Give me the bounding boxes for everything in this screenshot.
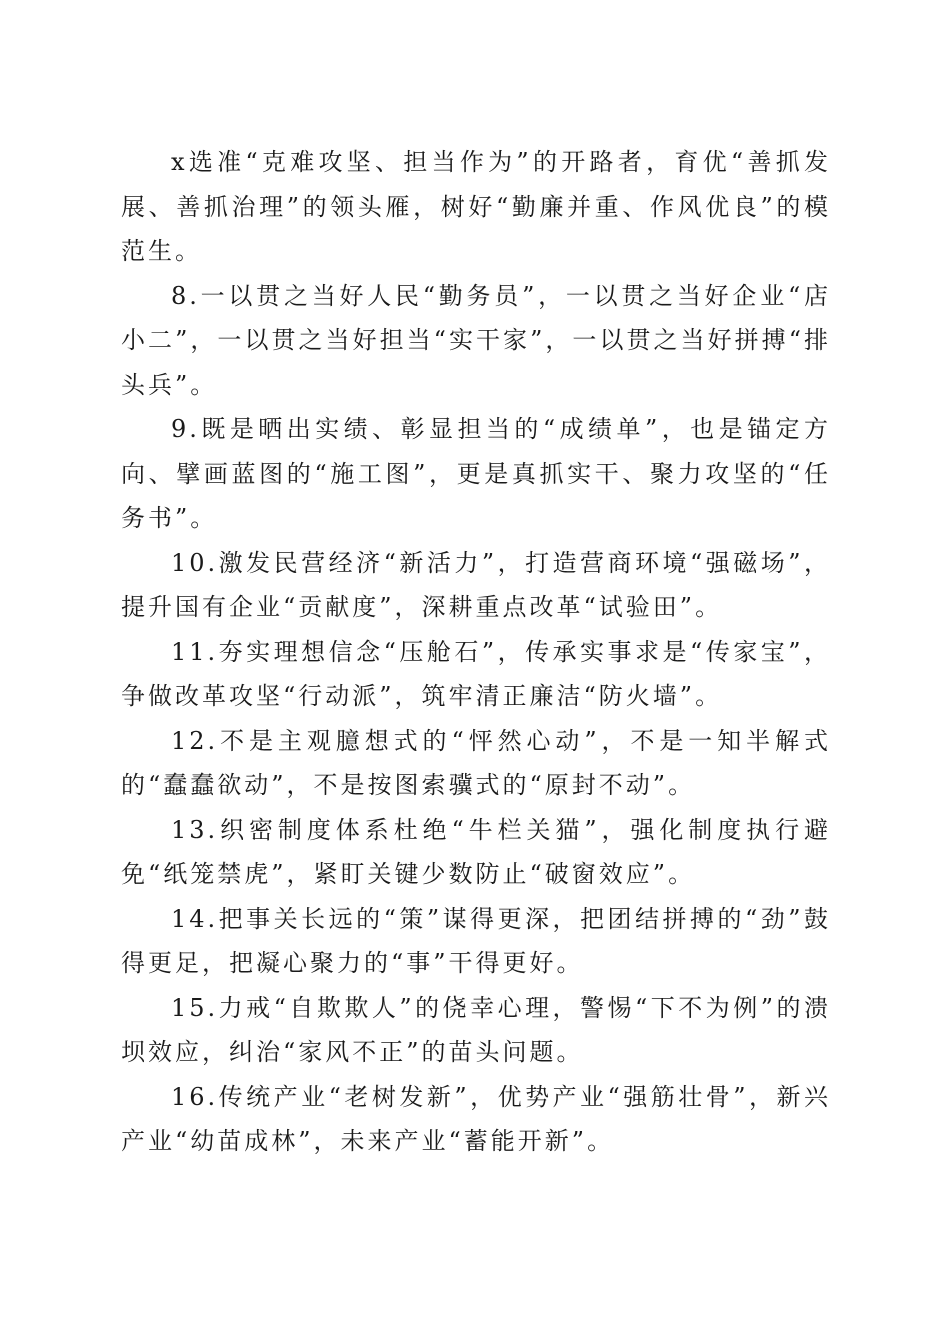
paragraph-13: 13.织密制度体系杜绝“牛栏关猫”，强化制度执行避免“纸笼禁虎”，紧盯关键少数防止“破窗效应”。 (121, 815, 831, 888)
paragraph-11: 11.夯实理想信念“压舱石”，传承实事求是“传家宝”，争做改革攻坚“行动派”，筑牢清正廉洁“防火墙”。 (121, 637, 831, 710)
paragraph-9: 9.既是晒出实绩、彰显担当的“成绩单”，也是锚定方向、擘画蓝图的“施工图”，更是真抓实干、聚力攻坚的“任务书”。 (121, 415, 831, 532)
document-body (121, 140, 831, 1164)
paragraph-15: 15.力戒“自欺欺人”的侥幸心理，警惕“下不为例”的溃坝效应，纠治“家风不正”的苗头问题。 (121, 993, 831, 1066)
paragraph-8: 8.一以贯之当好人民“勤务员”，一以贯之当好企业“店小二”，一以贯之当好担当“实干家”，一以贯之当好拼搏“排头兵”。 (121, 281, 831, 399)
paragraph-10: 10.激发民营经济“新活力”，打造营商环境“强磁场”，提升国有企业“贡献度”，深耕重点改革“试验田”。 (121, 548, 831, 621)
paragraph-12: 12.不是主观臆想式的“怦然心动”，不是一知半解式的“蠢蠢欲动”，不是按图索骥式的“原封不动”。 (121, 726, 831, 799)
paragraph-14: 14.把事关长远的“策”谋得更深，把团结拼搏的“劲”鼓得更足，把凝心聚力的“事”干得更好。 (121, 904, 831, 977)
paragraph-16: 16.传统产业“老树发新”，优势产业“强筋壮骨”，新兴产业“幼苗成林”，未来产业“蓄能开新”。 (121, 1082, 831, 1155)
paragraph-x: x选准“克难攻坚、担当作为”的开路者，育优“善抓发展、善抓治理”的领头雁，树好“勤廉并重、作风优良”的模范生。 (121, 148, 831, 265)
